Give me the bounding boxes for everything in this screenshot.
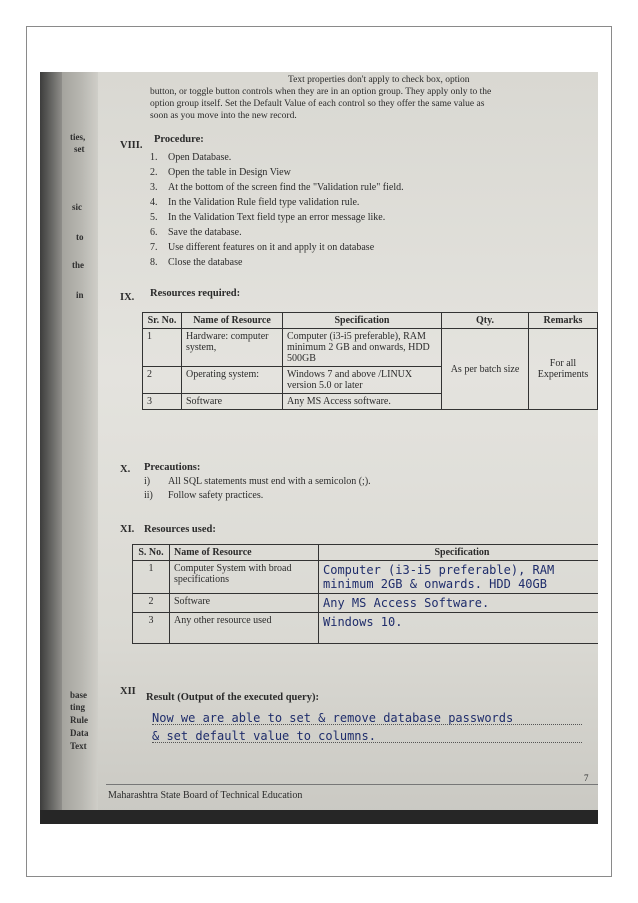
section-heading: Result (Output of the executed query): [146, 692, 319, 703]
book-page [98, 72, 598, 824]
table-row [133, 561, 599, 594]
handwritten-result-line: & set default value to columns. [152, 730, 582, 743]
book-spine [40, 72, 62, 824]
photo-bottom-edge [40, 810, 598, 824]
handwritten-cell: Any MS Access Software. [319, 594, 599, 613]
margin-fragment: ties, [70, 132, 86, 142]
table-cell: Operating system: [182, 367, 283, 394]
section-heading: Precautions: [144, 462, 201, 473]
document-photo [40, 72, 598, 824]
procedure-step-number: 2. [150, 167, 158, 178]
table-header: Remarks [529, 313, 598, 329]
procedure-step-text: Save the database. [168, 227, 242, 238]
table-header: Qty. [442, 313, 529, 329]
table-cell: Software [182, 394, 283, 410]
margin-fragment: in [76, 290, 84, 300]
procedure-step-text: Close the database [168, 257, 243, 268]
table-cell: 1 [143, 329, 182, 367]
table-cell: Computer (i3-i5 preferable), RAM minimum 2 GB and onwards, HDD 500GB [283, 329, 442, 367]
margin-fragment: sic [72, 202, 82, 212]
table-header: Name of Resource [170, 545, 319, 561]
handwritten-cell: Windows 10. [319, 613, 599, 644]
procedure-step-number: 1. [150, 152, 158, 163]
table-cell: 2 [143, 367, 182, 394]
margin-fragment: the [72, 260, 84, 270]
table-row [143, 329, 598, 367]
section-number: XII [120, 686, 136, 697]
procedure-step-number: 8. [150, 257, 158, 268]
procedure-step-text: Use different features on it and apply it on database [168, 242, 375, 253]
table-row [133, 613, 599, 644]
precaution-number: i) [144, 476, 151, 487]
section-number: X. [120, 464, 131, 475]
section-heading: Procedure: [154, 134, 204, 145]
table-cell: Any other resource used [170, 613, 319, 644]
intro-fragment: Text properties don't apply to check box, option [288, 75, 470, 85]
page-number: 7 [584, 773, 589, 783]
margin-fragment: Data [70, 728, 89, 738]
table-header: Sr. No. [143, 313, 182, 329]
table-header: Name of Resource [182, 313, 283, 329]
table-cell: As per batch size [442, 329, 529, 410]
footer-text: Maharashtra State Board of Technical Education [108, 790, 303, 801]
procedure-step-text: Open Database. [168, 152, 232, 163]
margin-fragment: base [70, 690, 88, 700]
procedure-step-number: 5. [150, 212, 158, 223]
table-header: Specification [283, 313, 442, 329]
margin-fragment: Rule [70, 715, 88, 725]
table-row [133, 594, 599, 613]
table-header-row [133, 545, 599, 561]
precaution-number: ii) [144, 490, 153, 501]
procedure-step-text: In the Validation Text field type an error message like. [168, 212, 386, 223]
table-cell: 3 [133, 613, 170, 644]
section-number: IX. [120, 292, 135, 303]
handwritten-cell: Computer (i3-i5 preferable), RAM minimum 2GB & onwards. HDD 40GB [319, 561, 599, 594]
procedure-step-number: 3. [150, 182, 158, 193]
intro-line: soon as you move into the new record. [150, 111, 297, 121]
table-header: Specification [319, 545, 599, 561]
table-cell: 1 [133, 561, 170, 594]
table-cell: Software [170, 594, 319, 613]
margin-fragment: set [74, 144, 85, 154]
precaution-text: Follow safety practices. [168, 490, 264, 501]
intro-line: button, or toggle button controls when they are in an option group. They apply only to the [150, 87, 492, 97]
procedure-step-text: Open the table in Design View [168, 167, 291, 178]
footer-rule [106, 784, 598, 785]
procedure-step-number: 4. [150, 197, 158, 208]
table-cell: 3 [143, 394, 182, 410]
resources-used-table [132, 544, 598, 644]
resources-required-table [142, 312, 598, 410]
section-heading: Resources used: [144, 524, 216, 535]
table-cell: 2 [133, 594, 170, 613]
intro-line: option group itself. Set the Default Value of each control so they offer the same value as [150, 99, 485, 109]
table-cell: Any MS Access software. [283, 394, 442, 410]
margin-fragment: ting [70, 702, 86, 712]
margin-fragment: Text [70, 741, 87, 751]
table-cell: For all Experiments [529, 329, 598, 410]
table-header: S. No. [133, 545, 170, 561]
table-cell: Computer System with broad specifications [170, 561, 319, 594]
procedure-step-number: 7. [150, 242, 158, 253]
section-heading: Resources required: [150, 288, 241, 299]
precaution-text: All SQL statements must end with a semicolon (;). [168, 476, 371, 487]
table-cell: Windows 7 and above /LINUX version 5.0 or later [283, 367, 442, 394]
section-number: VIII. [120, 140, 143, 151]
table-header-row [143, 313, 598, 329]
section-number: XI. [120, 524, 135, 535]
procedure-step-number: 6. [150, 227, 158, 238]
table-cell: Hardware: computer system, [182, 329, 283, 367]
margin-fragment: to [76, 232, 84, 242]
procedure-step-text: In the Validation Rule field type validation rule. [168, 197, 360, 208]
handwritten-result-line: Now we are able to set & remove database passwords [152, 712, 582, 725]
procedure-step-text: At the bottom of the screen find the "Validation rule" field. [168, 182, 404, 193]
